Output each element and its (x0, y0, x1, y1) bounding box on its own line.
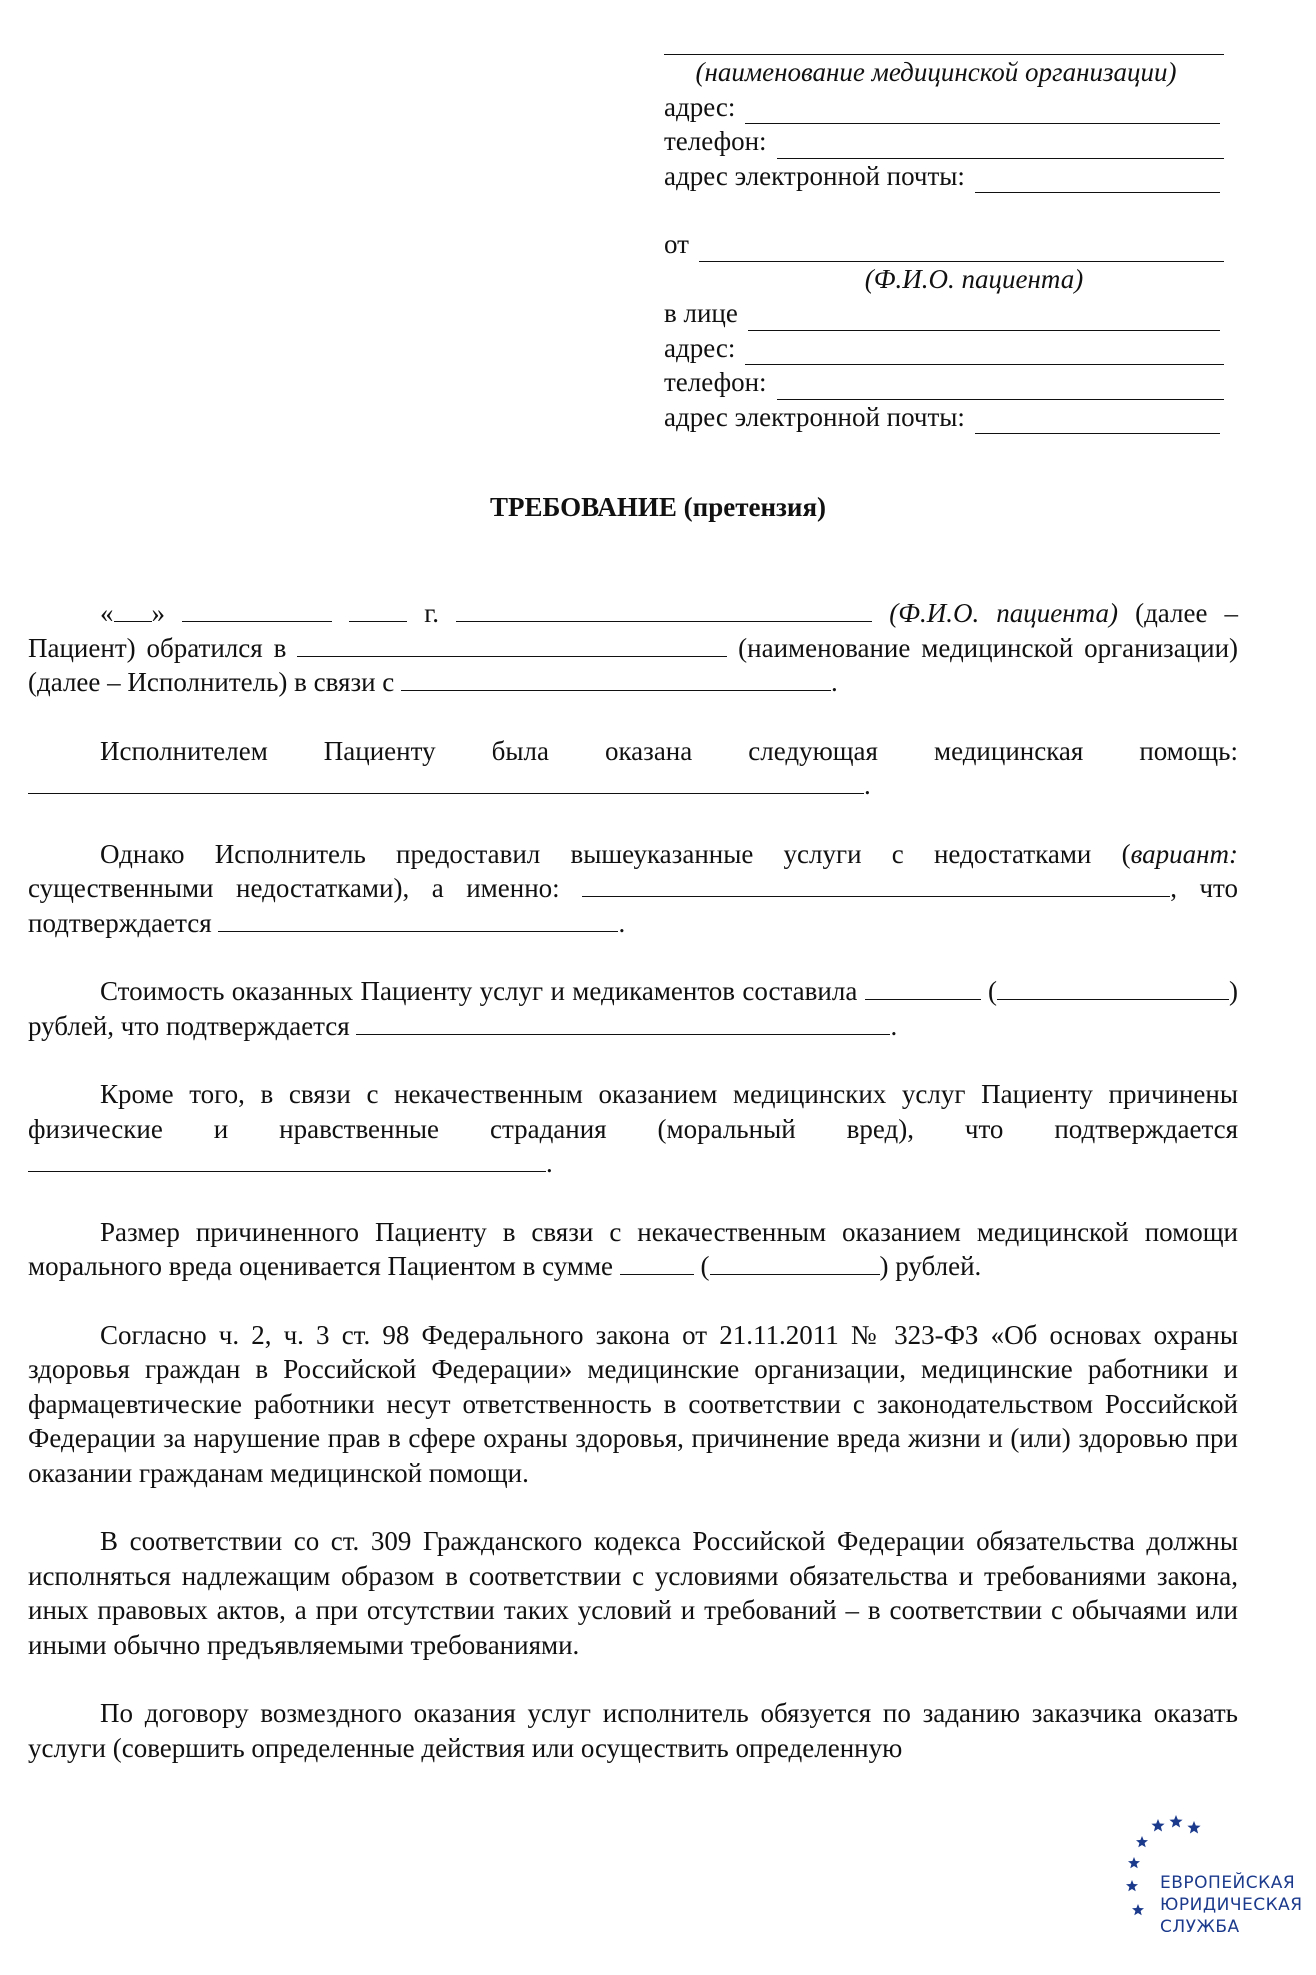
paragraph-5 (28, 1077, 1238, 1181)
logo-line-1: ЕВРОПЕЙСКАЯ (1160, 1873, 1296, 1893)
patient-address-line (664, 331, 1224, 366)
patient-fio-hint: (Ф.И.О. пациента) (889, 598, 1118, 628)
patient-caption: (Ф.И.О. пациента) (864, 263, 1084, 294)
patient-phone-label: телефон: (664, 367, 767, 397)
month-blank[interactable] (182, 599, 332, 622)
year-blank[interactable] (349, 599, 407, 622)
cost-number-blank[interactable] (865, 977, 981, 1000)
patient-email-label: адрес электронной почты: (664, 401, 965, 432)
harm-amount-words-blank[interactable] (710, 1252, 880, 1275)
p5-text: Кроме того, в связи с некачественным оказанием медицинских услуг Пациенту причинены физические и нравственные страдания (моральный вред), что подтверждается (28, 1079, 1238, 1144)
harm-amount-blank[interactable] (620, 1252, 694, 1275)
patient-phone-blank[interactable] (777, 373, 1224, 400)
p3-end: . (618, 907, 626, 938)
org-email-line (664, 159, 1224, 194)
p6-text-b: ( (700, 1251, 710, 1281)
organization-blank[interactable] (297, 634, 727, 657)
represented-blank[interactable] (748, 304, 1220, 331)
company-logo (1118, 1812, 1308, 1962)
moral-harm-proof-blank[interactable] (28, 1149, 546, 1172)
org-phone-label: телефон: (664, 126, 767, 156)
logo-line-3: СЛУЖБА (1160, 1917, 1240, 1937)
org-name-blank[interactable] (664, 28, 1224, 55)
paragraph-2 (28, 734, 1238, 803)
p6-text-c: ) рублей. (879, 1251, 982, 1281)
p2-text: Исполнителем Пациенту была оказана следующая медицинская помощь: (100, 735, 1238, 766)
logo-text (1160, 1872, 1303, 1938)
org-name-line (664, 28, 1224, 55)
p1-text-b: (наименование медицинской организации) (далее – Исполнитель) в связи с (28, 632, 1239, 697)
p4-text-b: ( (988, 976, 998, 1006)
p4-end: . (890, 1010, 898, 1041)
patient-email-blank[interactable] (975, 407, 1220, 434)
logo-line-2: ЮРИДИЧЕСКАЯ (1160, 1895, 1303, 1915)
p6-text-a: Размер причиненного Пациенту в связи с некачественным оказанием медицинской помощи морального вреда оценивается Пациентом в сумме (28, 1216, 1238, 1281)
paragraph-8: В соответствии со ст. 309 Гражданского кодекса Российской Федерации обязательства должны исполняться надлежащим образом в соответствии с условиями обязательства и требованиями закона, иных правовых актов, а при отсутствии таких условий и требований – в соответствии с обычаями или иными обычно предъявляемыми требованиями. (28, 1526, 1238, 1660)
org-address-label: адрес: (664, 91, 736, 122)
org-phone-line (664, 124, 1224, 159)
open-quote: « (100, 598, 114, 628)
document-title: ТРЕБОВАНИЕ (претензия) (489, 492, 827, 522)
paragraph-6 (28, 1215, 1238, 1284)
cost-words-blank[interactable] (997, 977, 1229, 1000)
year-suffix: г. (424, 598, 440, 628)
paragraph-3 (28, 837, 1238, 941)
represented-line (664, 296, 1224, 331)
p3-text-b: существенными недостатками), а именно: (28, 873, 560, 903)
cost-proof-blank[interactable] (356, 1012, 890, 1035)
org-email-label: адрес электронной почты: (664, 160, 965, 191)
defects-blank[interactable] (582, 874, 1170, 897)
org-caption: (наименование медицинской организации) (695, 57, 1177, 87)
paragraph-4 (28, 974, 1238, 1043)
org-address-blank[interactable] (745, 97, 1220, 124)
patient-name-blank[interactable] (456, 599, 872, 622)
p3-text-a: Однако Исполнитель предоставил вышеуказанные услуги с недостатками ( (100, 838, 1131, 869)
p2-end: . (864, 770, 871, 800)
day-blank[interactable] (114, 599, 152, 622)
document-body (28, 596, 1238, 1765)
patient-phone-line (664, 365, 1224, 400)
services-blank[interactable] (28, 771, 864, 794)
patient-from-label: от (664, 229, 689, 259)
paragraph-7: Согласно ч. 2, ч. 3 ст. 98 Федерального закона от 21.11.2011 № 323-ФЗ «Об основах охраны здоровья граждан в Российской Федерации» медицинские организации, медицинские работники и фармацевтические работники несут ответственность в соответствии с законодательством Российской Федерации за нарушение прав в сфере охраны здоровья, причинение вреда жизни и (или) здоровью при оказании гражданам медицинской помощи. (28, 1319, 1238, 1488)
defects-proof-blank[interactable] (218, 909, 618, 932)
org-address-line (664, 90, 1224, 125)
variant-label: вариант: (1130, 838, 1238, 869)
p5-end: . (546, 1148, 553, 1178)
patient-from-line (664, 227, 1224, 262)
patient-address-label: адрес: (664, 332, 736, 363)
p4-text-c: ) рублей, что подтверждается (28, 976, 1239, 1041)
org-email-blank[interactable] (975, 166, 1220, 193)
close-quote: » (151, 598, 165, 628)
patient-fio-blank[interactable] (699, 235, 1224, 262)
p4-text-a: Стоимость оказанных Пациенту услуг и медикаментов составила (100, 976, 858, 1006)
p1-end: . (831, 667, 838, 697)
p1-text-a: (далее – Пациент) обратился в (28, 598, 1239, 663)
header-block (664, 28, 1224, 434)
p3-text-c: , что подтверждается (28, 873, 1238, 938)
represented-label: в лице (664, 298, 738, 328)
org-phone-blank[interactable] (777, 132, 1224, 159)
paragraph-1 (28, 596, 1238, 700)
patient-address-blank[interactable] (745, 338, 1224, 365)
paragraph-9: По договору возмездного оказания услуг исполнитель обязуется по заданию заказчика оказать услуги (совершить определенные действия или осуществить определенную (28, 1698, 1238, 1763)
reason-blank[interactable] (401, 668, 831, 691)
patient-email-line (664, 400, 1224, 435)
